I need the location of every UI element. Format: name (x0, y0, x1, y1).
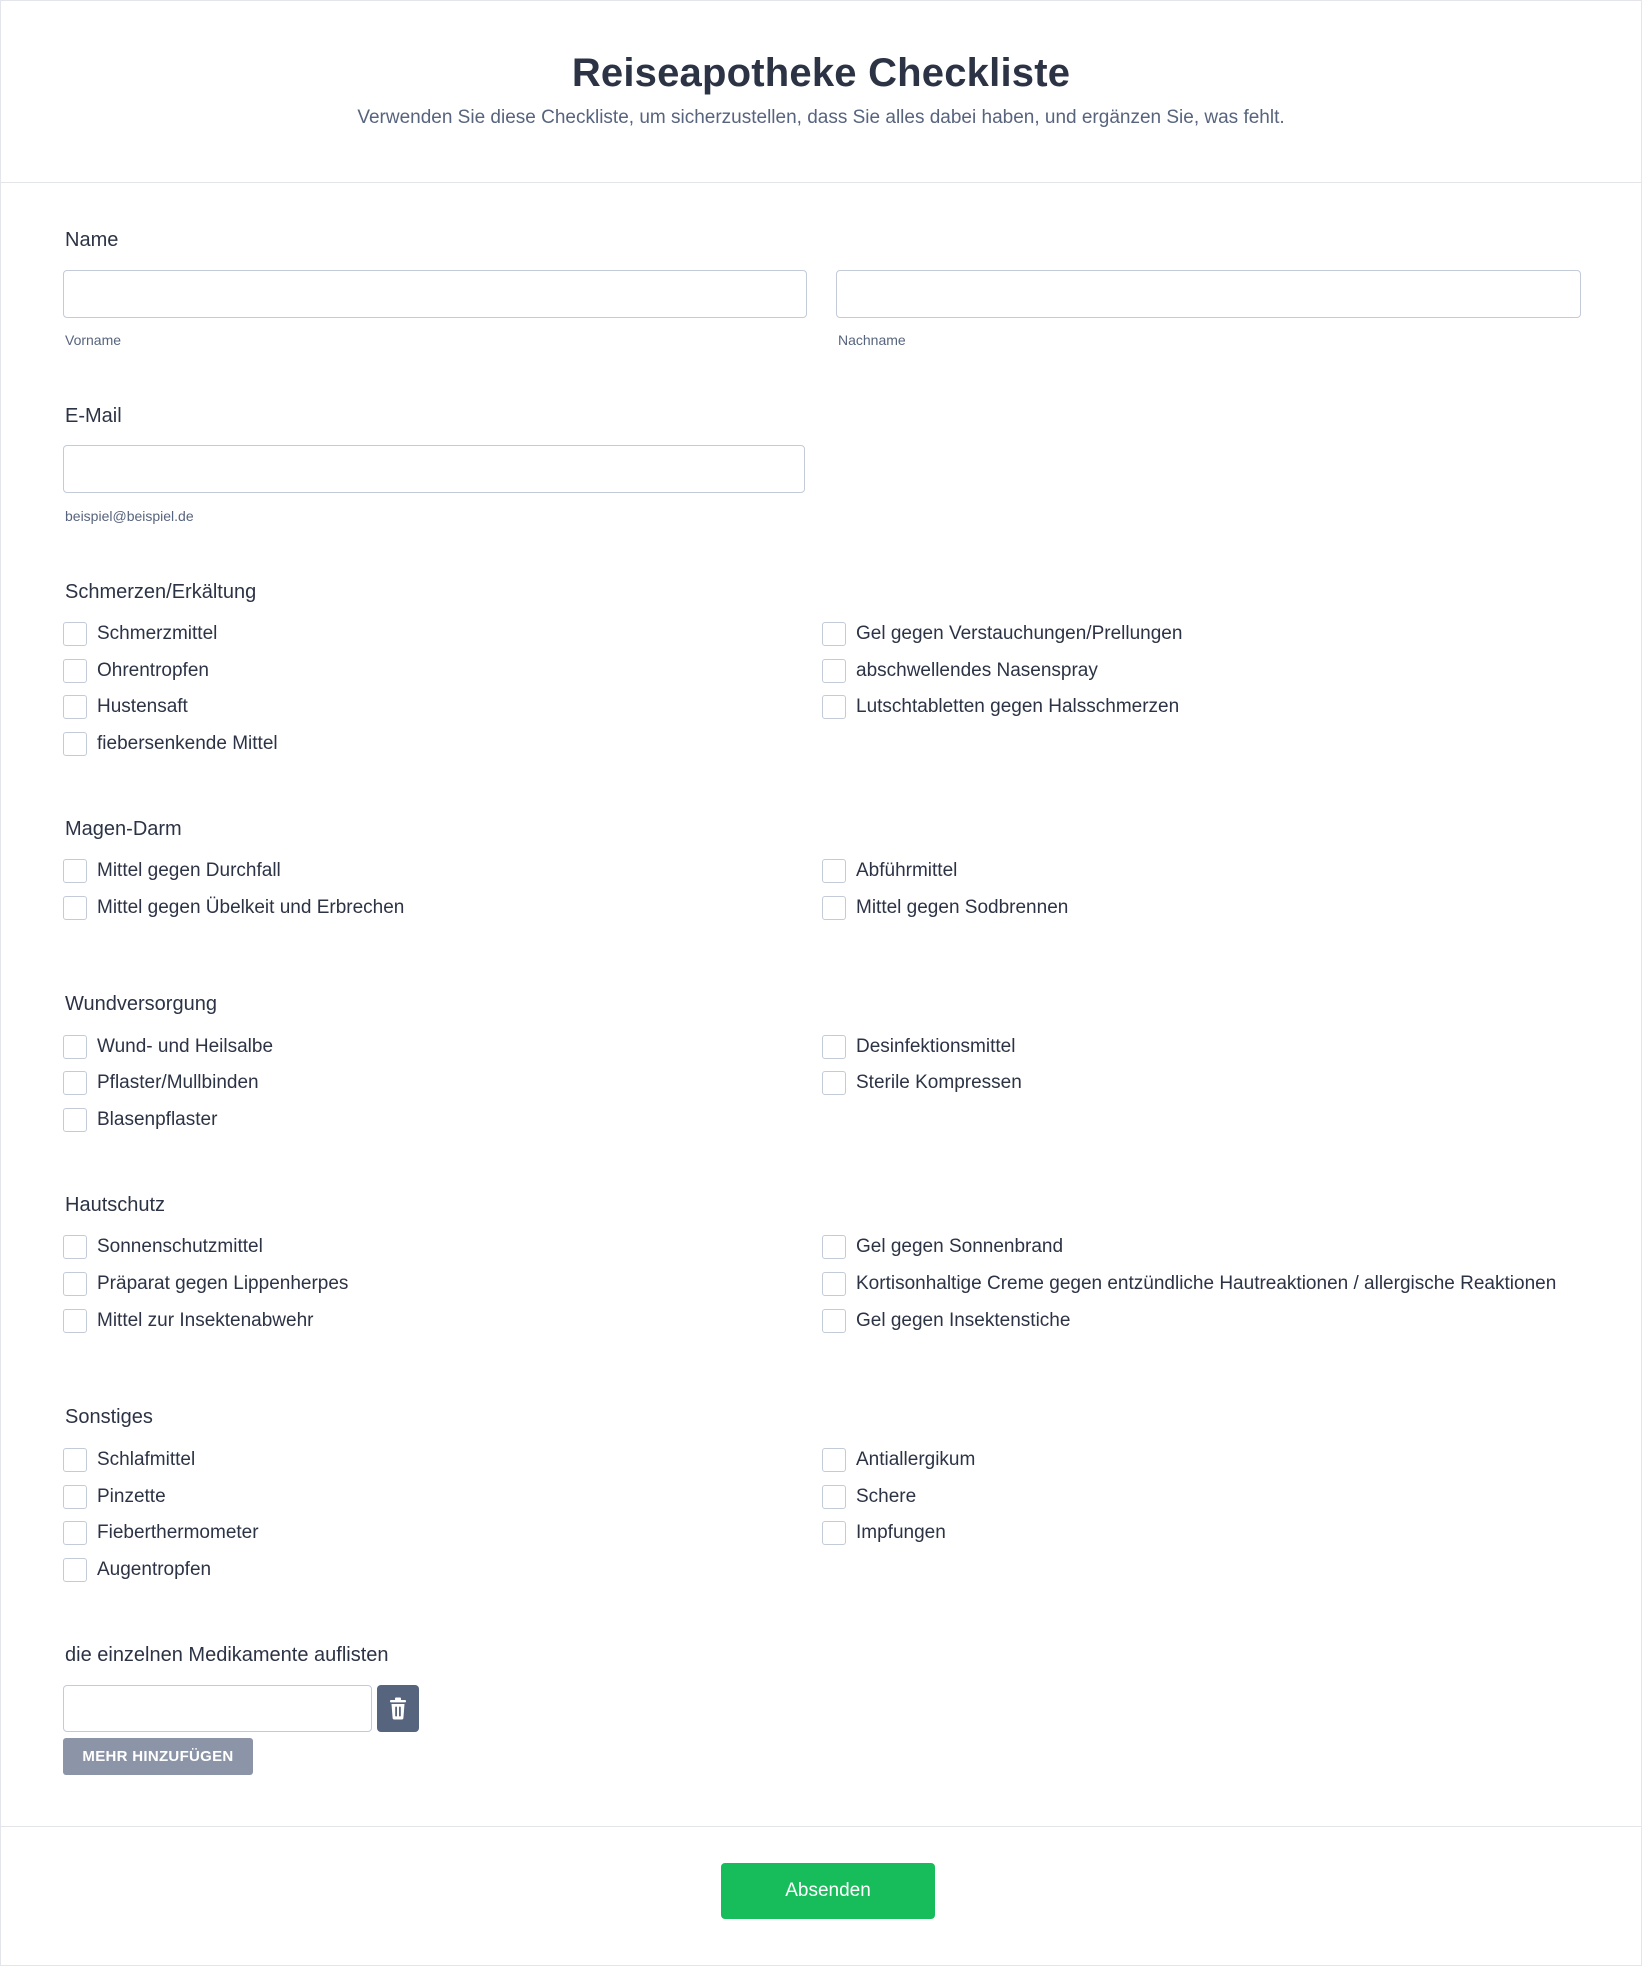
checkbox-option[interactable] (63, 1308, 314, 1334)
checkbox-label: Schere (856, 1486, 917, 1507)
checkbox-label: fiebersenkende Mittel (97, 733, 278, 754)
checkbox[interactable] (63, 659, 87, 683)
delete-medication-button[interactable] (377, 1685, 419, 1732)
checkbox-option[interactable] (822, 621, 1182, 647)
checkbox[interactable] (63, 1521, 87, 1545)
checkbox-label: Schmerzmittel (97, 623, 218, 644)
medications-label: die einzelnen Medikamente auflisten (65, 1644, 389, 1666)
checkbox[interactable] (63, 1235, 87, 1259)
checkbox-label: Antiallergikum (856, 1449, 976, 1470)
checkbox[interactable] (63, 1485, 87, 1509)
checkbox[interactable] (822, 1485, 846, 1509)
medication-input[interactable] (63, 1685, 372, 1732)
checkbox-option[interactable] (822, 694, 1179, 720)
checkbox-option[interactable] (63, 1447, 195, 1473)
checkbox[interactable] (822, 695, 846, 719)
add-more-button[interactable]: MEHR HINZUFÜGEN (63, 1738, 253, 1775)
checkbox-option[interactable] (822, 1271, 1556, 1297)
email-input[interactable] (63, 445, 805, 493)
checkbox-label: Präparat gegen Lippenherpes (97, 1273, 349, 1294)
first-name-input[interactable] (63, 270, 807, 318)
checkbox-option[interactable] (822, 658, 1098, 684)
name-label: Name (65, 229, 119, 251)
checkbox-label: Mittel gegen Durchfall (97, 860, 281, 881)
checkbox-option[interactable] (63, 658, 209, 684)
checkbox-label: Mittel gegen Übelkeit und Erbrechen (97, 897, 405, 918)
checkbox-option[interactable] (822, 1484, 916, 1510)
checkbox[interactable] (63, 896, 87, 920)
checkbox[interactable] (822, 1235, 846, 1259)
checkbox[interactable] (63, 859, 87, 883)
checkbox-label: Pinzette (97, 1486, 166, 1507)
checkbox[interactable] (63, 1272, 87, 1296)
checkbox[interactable] (822, 1035, 846, 1059)
checkbox[interactable] (63, 1071, 87, 1095)
checkbox[interactable] (63, 695, 87, 719)
checkbox-option[interactable] (63, 694, 188, 720)
checkbox[interactable] (822, 1309, 846, 1333)
checkbox[interactable] (822, 659, 846, 683)
checkbox-label: Gel gegen Insektenstiche (856, 1310, 1071, 1331)
checkbox-option[interactable] (63, 1234, 263, 1260)
checkbox[interactable] (822, 1448, 846, 1472)
group-label-stomach: Magen-Darm (65, 818, 182, 840)
checkbox-option[interactable] (822, 1234, 1063, 1260)
checkbox-label: Desinfektionsmittel (856, 1036, 1016, 1057)
checkbox[interactable] (822, 1272, 846, 1296)
checkbox-option[interactable] (63, 621, 217, 647)
checkbox-option[interactable] (63, 858, 281, 884)
checkbox-label: Blasenpflaster (97, 1109, 218, 1130)
footer-divider (1, 1826, 1641, 1827)
checkbox-label: Augentropfen (97, 1559, 212, 1580)
group-label-other: Sonstiges (65, 1406, 153, 1428)
email-label: E-Mail (65, 405, 122, 427)
checkbox-label: abschwellendes Nasenspray (856, 660, 1098, 681)
checkbox-label: Kortisonhaltige Creme gegen entzündliche Hautreaktionen / allergische Reaktionen (856, 1273, 1557, 1294)
last-name-input[interactable] (836, 270, 1581, 318)
email-sublabel: beispiel@beispiel.de (65, 508, 194, 524)
group-label-pain: Schmerzen/Erkältung (65, 581, 257, 603)
checkbox-option[interactable] (63, 1107, 217, 1133)
checkbox-label: Mittel gegen Sodbrennen (856, 897, 1069, 918)
checkbox-label: Gel gegen Verstauchungen/Prellungen (856, 623, 1183, 644)
group-label-wound: Wundversorgung (65, 993, 217, 1015)
checkbox[interactable] (63, 1558, 87, 1582)
checkbox-option[interactable] (822, 1308, 1070, 1334)
checkbox-label: Abführmittel (856, 860, 958, 881)
form-subtitle: Verwenden Sie diese Checkliste, um sicherzustellen, dass Sie alles dabei haben, und ergänzen Sie, was fehlt. (357, 107, 1285, 128)
checkbox[interactable] (822, 622, 846, 646)
checkbox-option[interactable] (63, 1520, 259, 1546)
checkbox[interactable] (63, 1035, 87, 1059)
checkbox[interactable] (63, 732, 87, 756)
checkbox-label: Hustensaft (97, 696, 188, 717)
checkbox-option[interactable] (63, 1271, 348, 1297)
checkbox-option[interactable] (63, 731, 278, 757)
checkbox-label: Fieberthermometer (97, 1522, 259, 1543)
form-header (1, 1, 1641, 183)
last-name-sublabel: Nachname (838, 332, 906, 348)
group-label-skin: Hautschutz (65, 1194, 166, 1216)
checkbox-label: Schlafmittel (97, 1449, 196, 1470)
submit-button[interactable]: Absenden (721, 1863, 935, 1919)
checkbox-label: Mittel zur Insektenabwehr (97, 1310, 314, 1331)
checkbox-label: Gel gegen Sonnenbrand (856, 1236, 1064, 1257)
checkbox-option[interactable] (822, 1447, 975, 1473)
checkbox-label: Wund- und Heilsalbe (97, 1036, 274, 1057)
checkbox-label: Lutschtabletten gegen Halsschmerzen (856, 696, 1180, 717)
checkbox[interactable] (63, 1448, 87, 1472)
form-title: Reiseapotheke Checkliste (571, 51, 1071, 95)
checkbox-option[interactable] (822, 1070, 1022, 1096)
checkbox-label: Pflaster/Mullbinden (97, 1072, 259, 1093)
checkbox-option[interactable] (822, 858, 957, 884)
checkbox[interactable] (63, 622, 87, 646)
checkbox[interactable] (822, 1071, 846, 1095)
checkbox-label: Impfungen (856, 1522, 946, 1543)
checkbox-option[interactable] (63, 895, 404, 921)
checkbox-option[interactable] (822, 895, 1068, 921)
checkbox[interactable] (822, 859, 846, 883)
checkbox[interactable] (63, 1309, 87, 1333)
trash-icon (388, 1697, 408, 1720)
checkbox-option[interactable] (822, 1034, 1015, 1060)
first-name-sublabel: Vorname (65, 332, 122, 348)
checkbox-label: Sterile Kompressen (856, 1072, 1022, 1093)
checkbox[interactable] (822, 896, 846, 920)
checkbox-option[interactable] (63, 1484, 166, 1510)
checkbox-option[interactable] (63, 1557, 211, 1583)
checkbox-label: Ohrentropfen (97, 660, 209, 681)
checkbox-option[interactable] (63, 1070, 259, 1096)
checkbox-option[interactable] (822, 1520, 946, 1546)
checkbox[interactable] (822, 1521, 846, 1545)
checkbox-option[interactable] (63, 1034, 273, 1060)
checkbox[interactable] (63, 1108, 87, 1132)
checkbox-label: Sonnenschutzmittel (97, 1236, 263, 1257)
